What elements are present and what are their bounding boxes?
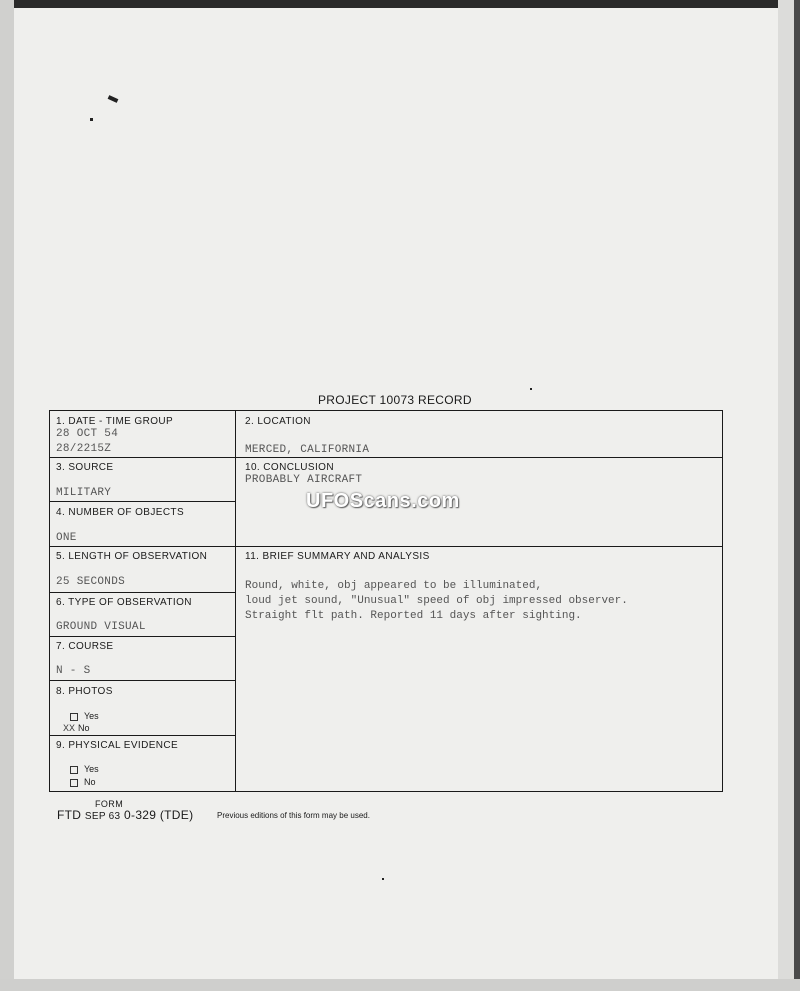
checkbox-icon — [70, 766, 78, 774]
scan-edge-right-shadow — [794, 0, 800, 991]
footer-date-code: SEP 63 — [84, 811, 121, 822]
number-of-objects-label: 4. NUMBER OF OBJECTS — [56, 507, 185, 518]
physical-evidence-yes-label: Yes — [84, 764, 99, 774]
scan-speck — [530, 388, 532, 390]
typed-x-mark: XX — [63, 724, 76, 735]
location-value: MERCED, CALIFORNIA — [245, 444, 370, 456]
scan-edge-bottom — [0, 979, 800, 991]
row-divider — [50, 546, 722, 547]
number-of-objects-value: ONE — [56, 532, 77, 544]
physical-evidence-label: 9. PHYSICAL EVIDENCE — [56, 740, 179, 751]
footer-form-word: FORM — [95, 799, 124, 809]
photos-yes-option — [70, 711, 99, 721]
physical-evidence-no-label: No — [84, 777, 96, 787]
record-form — [49, 410, 723, 792]
course-value: N - S — [56, 665, 91, 677]
row-divider — [50, 680, 236, 681]
row-divider — [50, 592, 236, 593]
source-label: 3. SOURCE — [56, 462, 114, 473]
length-of-observation-value: 25 SECONDS — [56, 576, 126, 588]
summary-line: loud jet sound, "Unusual" speed of obj impressed observer. — [245, 595, 628, 607]
summary-text — [245, 579, 715, 624]
watermark: UFOScans.com — [306, 490, 460, 512]
scan-edge-top — [0, 0, 800, 8]
length-of-observation-label: 5. LENGTH OF OBSERVATION — [56, 551, 208, 562]
footer-form-id — [57, 808, 193, 822]
physical-evidence-no-option — [70, 777, 96, 787]
date-time-group-label: 1. DATE - TIME GROUP — [56, 416, 174, 427]
photos-label: 8. PHOTOS — [56, 686, 113, 697]
scan-speck — [382, 878, 384, 880]
checkbox-icon — [70, 779, 78, 787]
conclusion-value: PROBABLY AIRCRAFT — [245, 474, 363, 486]
row-divider — [50, 735, 236, 736]
scan-edge-left — [0, 0, 14, 991]
time-value: 28/2215Z — [56, 443, 112, 455]
column-divider — [235, 411, 236, 791]
type-of-observation-value: GROUND VISUAL — [56, 621, 146, 633]
date-value: 28 OCT 54 — [56, 428, 119, 440]
summary-label: 11. BRIEF SUMMARY AND ANALYSIS — [245, 551, 430, 562]
source-value: MILITARY — [56, 487, 112, 499]
photos-no-option — [63, 723, 90, 735]
record-title: PROJECT 10073 RECORD — [318, 393, 472, 407]
photos-no-label: No — [78, 723, 90, 733]
physical-evidence-yes-option — [70, 764, 99, 774]
row-divider — [50, 457, 722, 458]
photos-yes-label: Yes — [84, 711, 99, 721]
row-divider — [50, 636, 236, 637]
footer-form-number: 0-329 (TDE) — [124, 808, 194, 822]
type-of-observation-label: 6. TYPE OF OBSERVATION — [56, 597, 192, 608]
location-label: 2. LOCATION — [245, 416, 311, 427]
row-divider — [50, 501, 236, 502]
summary-line: Straight flt path. Reported 11 days after sighting. — [245, 610, 582, 622]
summary-line: Round, white, obj appeared to be illuminated, — [245, 580, 543, 592]
footer-note: Previous editions of this form may be used. — [217, 811, 370, 820]
scan-speck — [90, 118, 93, 121]
conclusion-label: 10. CONCLUSION — [245, 462, 334, 473]
footer-ftd: FTD — [57, 808, 82, 822]
course-label: 7. COURSE — [56, 641, 114, 652]
checkbox-icon — [70, 713, 78, 721]
